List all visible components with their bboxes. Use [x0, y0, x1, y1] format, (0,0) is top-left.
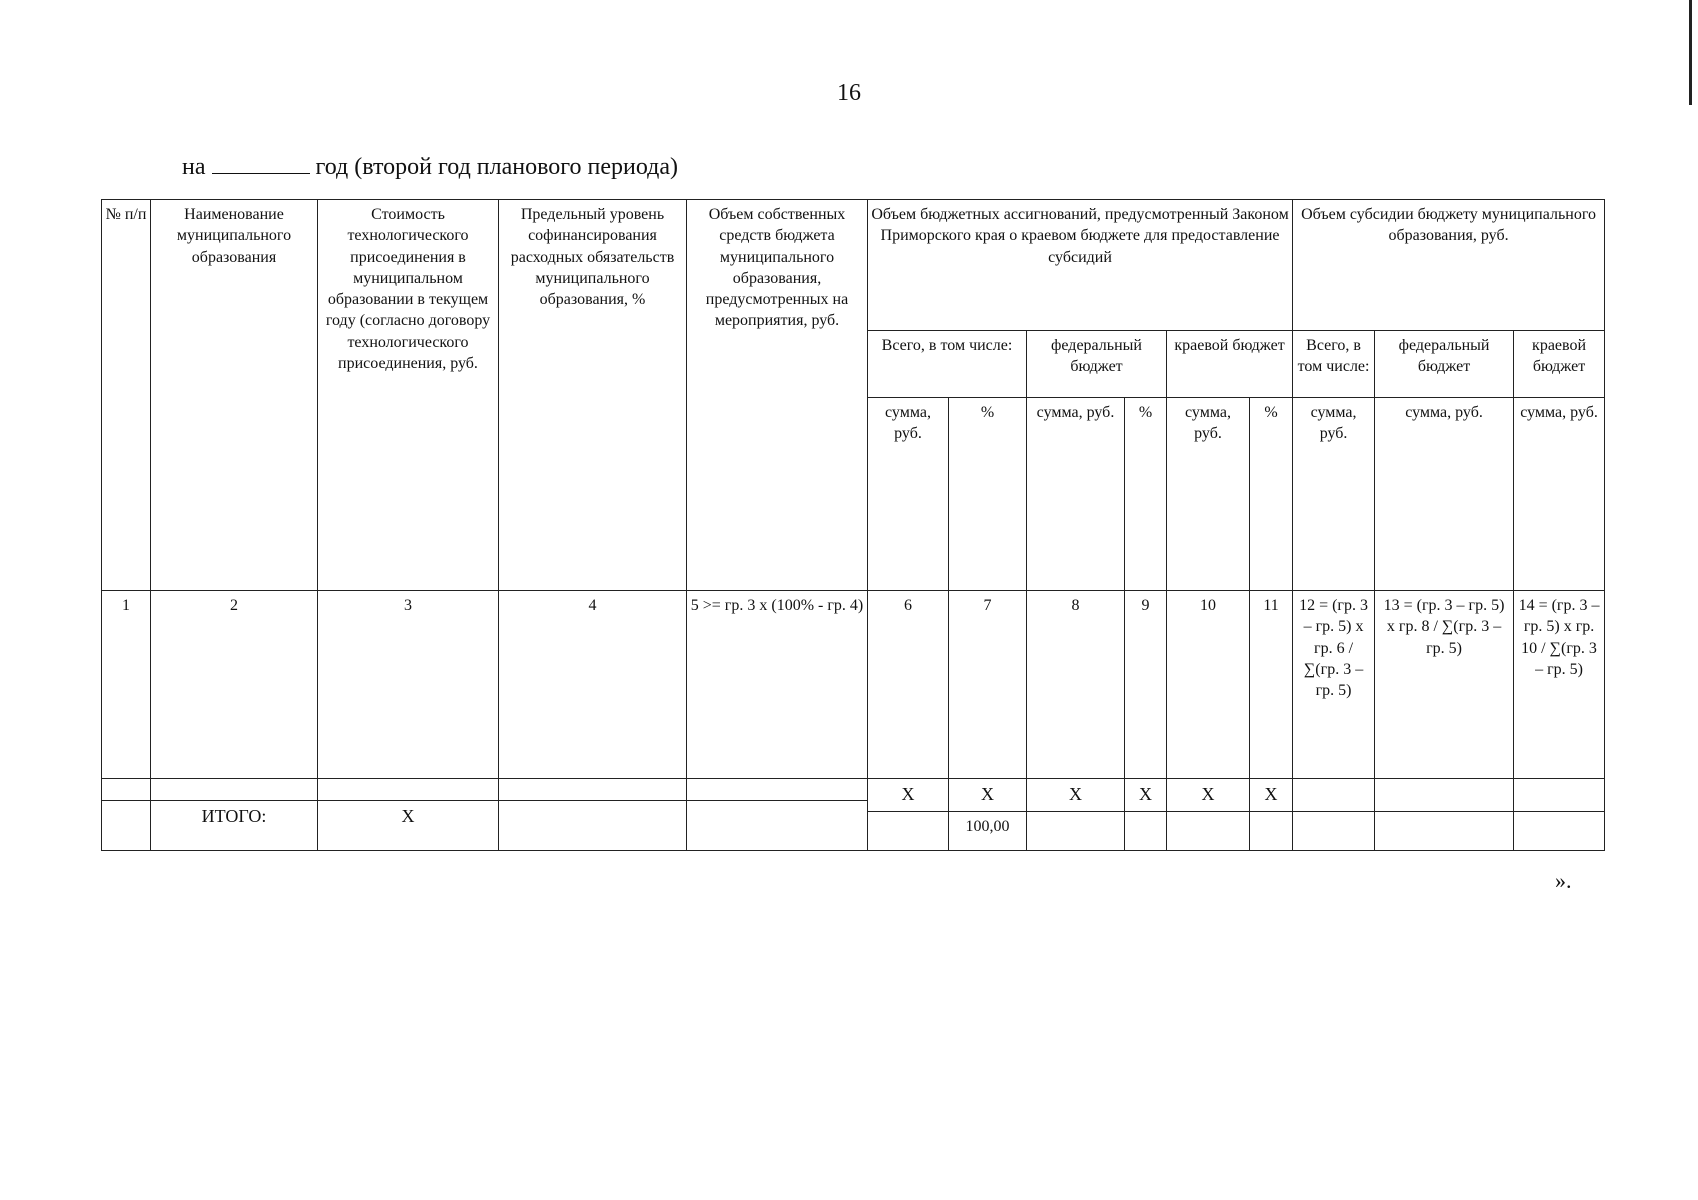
column-number: 11: [1250, 591, 1293, 779]
empty-cell: [1125, 811, 1167, 850]
empty-cell: [1375, 779, 1514, 812]
column-formula: 12 = (гр. 3 – гр. 5) x гр. 6 / ∑(гр. 3 – гр. 5): [1293, 591, 1375, 779]
empty-cell: [1375, 811, 1514, 850]
column-number: 10: [1167, 591, 1250, 779]
empty-cell: [1250, 811, 1293, 850]
header-num: № п/п: [102, 200, 151, 591]
column-number: 5 >= гр. 3 x (100% - гр. 4): [687, 591, 868, 779]
column-number: 3: [318, 591, 499, 779]
closing-quote: ».: [1555, 868, 1572, 893]
column-formula: 13 = (гр. 3 – гр. 5) x гр. 8 / ∑(гр. 3 – гр. 5): [1375, 591, 1514, 779]
header-alloc-total: Всего, в том числе:: [868, 331, 1027, 398]
table-heading: [182, 153, 678, 181]
header-alloc-regional: краевой бюджет: [1167, 331, 1293, 398]
x-mark: X: [949, 779, 1027, 812]
header-alloc-federal-pct: %: [1125, 398, 1167, 591]
empty-cell: [102, 779, 151, 801]
empty-cell: [499, 779, 687, 801]
column-number: 4: [499, 591, 687, 779]
total-cost-x: X: [318, 801, 499, 851]
column-number: 1: [102, 591, 151, 779]
x-mark: X: [868, 779, 949, 812]
empty-cell: [1514, 811, 1605, 850]
header-own: Объем собственных средств бюджета муниципального образования, предусмотренных на мероприятия, руб.: [687, 200, 868, 591]
empty-cell: [687, 801, 868, 851]
column-number: 9: [1125, 591, 1167, 779]
header-alloc-total-pct: %: [949, 398, 1027, 591]
x-mark: X: [1250, 779, 1293, 812]
table-row: [102, 779, 1605, 801]
column-number: 2: [151, 591, 318, 779]
header-alloc-regional-sum: сумма, руб.: [1167, 398, 1250, 591]
column-formula: 14 = (гр. 3 – гр. 5) x гр. 10 / ∑(гр. 3 – гр. 5): [1514, 591, 1605, 779]
heading-prefix: на: [182, 154, 206, 180]
empty-cell: [318, 779, 499, 801]
empty-cell: [1027, 811, 1125, 850]
column-number: 8: [1027, 591, 1125, 779]
empty-cell: [102, 801, 151, 851]
header-cost: Стоимость технологического присоединения в муниципальном образовании в текущем году (согласно договору технологического присоединения, руб.: [318, 200, 499, 591]
empty-cell: [1293, 811, 1375, 850]
header-sub-regional-sum: сумма, руб.: [1514, 398, 1605, 591]
x-mark: X: [1027, 779, 1125, 812]
header-alloc-federal: федеральный бюджет: [1027, 331, 1167, 398]
empty-cell: [1167, 811, 1250, 850]
header-sub-regional: краевой бюджет: [1514, 331, 1605, 398]
total-label: ИТОГО:: [151, 801, 318, 851]
header-sub-federal-sum: сумма, руб.: [1375, 398, 1514, 591]
header-subsidy-group: Объем субсидии бюджету муниципального образования, руб.: [1293, 200, 1605, 331]
subsidy-table: [101, 199, 1605, 851]
header-limit: Предельный уровень софинансирования расходных обязательств муниципального образования, %: [499, 200, 687, 591]
header-alloc-federal-sum: сумма, руб.: [1027, 398, 1125, 591]
header-sub-total: Всего, в том числе:: [1293, 331, 1375, 398]
empty-cell: [1514, 779, 1605, 812]
x-mark: X: [1125, 779, 1167, 812]
empty-cell: [687, 779, 868, 801]
empty-cell: [868, 811, 949, 850]
empty-cell: [151, 779, 318, 801]
header-alloc-total-sum: сумма, руб.: [868, 398, 949, 591]
header-name: Наименование муниципального образования: [151, 200, 318, 591]
header-alloc-regional-pct: %: [1250, 398, 1293, 591]
year-blank: [212, 153, 310, 174]
column-number: 6: [868, 591, 949, 779]
total-percent: 100,00: [949, 811, 1027, 850]
page-number: 16: [837, 80, 861, 106]
x-mark: X: [1167, 779, 1250, 812]
empty-cell: [1293, 779, 1375, 812]
empty-cell: [499, 801, 687, 851]
header-sub-federal: федеральный бюджет: [1375, 331, 1514, 398]
header-alloc-group: Объем бюджетных ассигнований, предусмотренный Законом Приморского края о краевом бюджете для предоставление субсидий: [868, 200, 1293, 331]
column-number: 7: [949, 591, 1027, 779]
heading-suffix: год (второй год планового периода): [315, 154, 679, 180]
scan-edge-line: [1689, 0, 1692, 105]
header-sub-total-sum: сумма, руб.: [1293, 398, 1375, 591]
